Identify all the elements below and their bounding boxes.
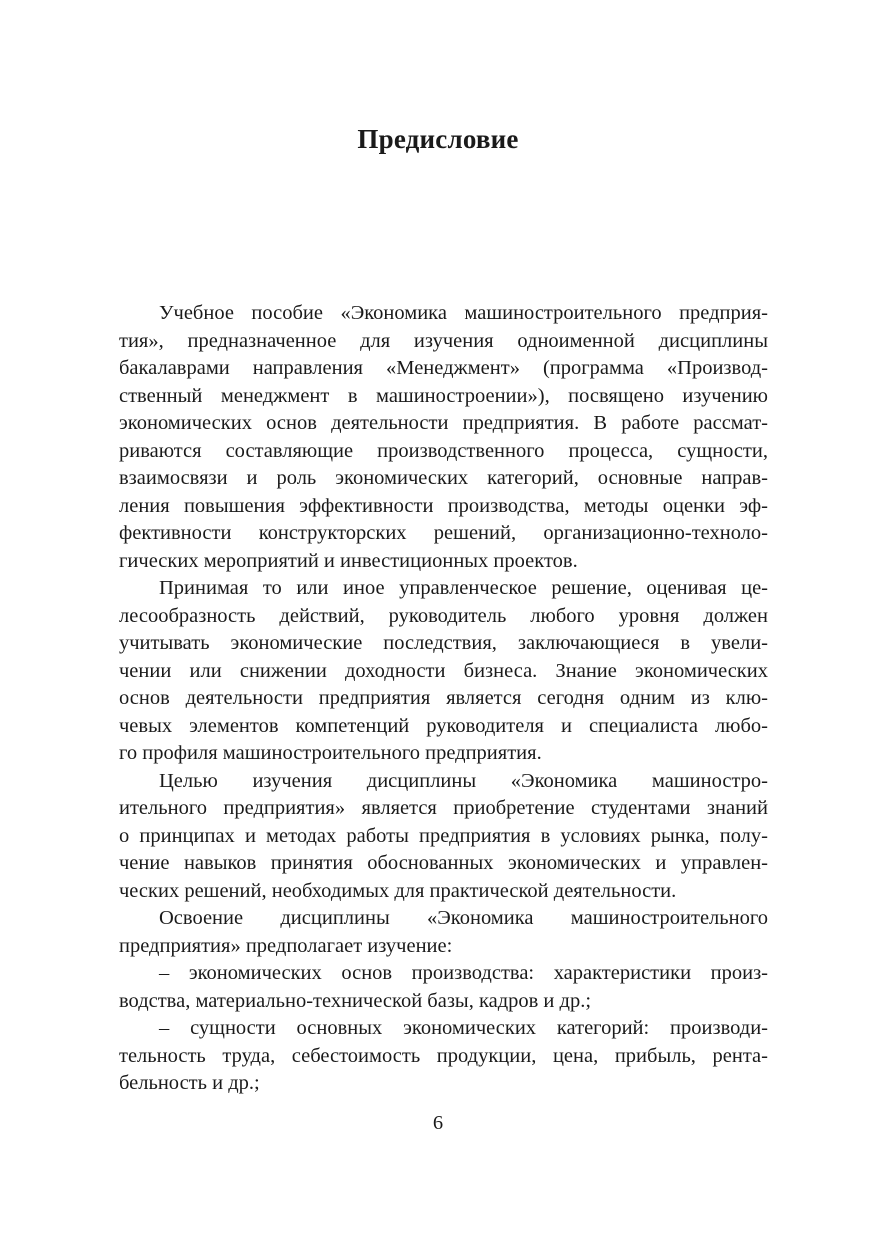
text-line: чевых элементов компетенций руководителя и специалиста любо- [119, 714, 768, 737]
text-line: – сущности основных экономических категорий: производи- [159, 1017, 768, 1039]
text-line: Целью изучения дисциплины «Экономика машиностро- [159, 769, 768, 792]
text-line: ственный менеджмент в машиностроении»), посвящено изучению [119, 384, 768, 407]
text-line: учитывать экономические последствия, заключающиеся в увели- [119, 632, 768, 654]
text-line: взаимосвязи и роль экономических категорий, основные направ- [119, 467, 768, 489]
text-line: экономических основ деятельности предприятия. В работе рассмат- [119, 412, 768, 434]
text-line: ления повышения эффективности производства, методы оценки эф- [119, 494, 768, 517]
text-line: ческих решений, необходимых для практической деятельности. [119, 879, 677, 902]
text-line: Принимая то или иное управленческое решение, оценивая це- [159, 577, 768, 599]
text-line: предприятия» предполагает изучение: [119, 934, 453, 957]
text-line: Учебное пособие «Экономика машиностроительного предприя- [159, 302, 768, 324]
text-line: бакалаврами направления «Менеджмент» (программа «Производ- [119, 357, 768, 379]
text-line: бельность и др.; [119, 1072, 260, 1094]
text-line: – экономических основ производства: характеристики произ- [159, 962, 768, 984]
text-line: фективности конструкторских решений, организационно-техноло- [119, 522, 768, 544]
text-line: ительного предприятия» является приобретение студентами знаний [119, 797, 768, 819]
text-line: го профиля машиностроительного предприятия. [119, 742, 542, 764]
text-line: Освоение дисциплины «Экономика машиностроительного [159, 907, 768, 929]
body-text [119, 300, 768, 1098]
text-line: лесообразность действий, руководитель любого уровня должен [119, 604, 768, 627]
text-line: риваются составляющие производственного процесса, сущности, [119, 439, 768, 462]
text-line: чении или снижении доходности бизнеса. Знание экономических [119, 659, 768, 682]
text-line: чение навыков принятия обоснованных экономических и управлен- [119, 852, 768, 874]
page-title: Предисловие [357, 124, 519, 154]
text-line: тельность труда, себестоимость продукции, цена, прибыль, рента- [119, 1044, 768, 1067]
text-line: тия», предназначенное для изучения одноименной дисциплины [119, 329, 768, 352]
text-line: водства, материально-технической базы, кадров и др.; [119, 989, 592, 1012]
text-line: о принципах и методах работы предприятия в условиях рынка, полу- [119, 824, 768, 847]
text-line: основ деятельности предприятия является сегодня одним из клю- [119, 687, 768, 709]
page-number: 6 [432, 1112, 444, 1134]
text-line: гических мероприятий и инвестиционных проектов. [119, 549, 578, 572]
